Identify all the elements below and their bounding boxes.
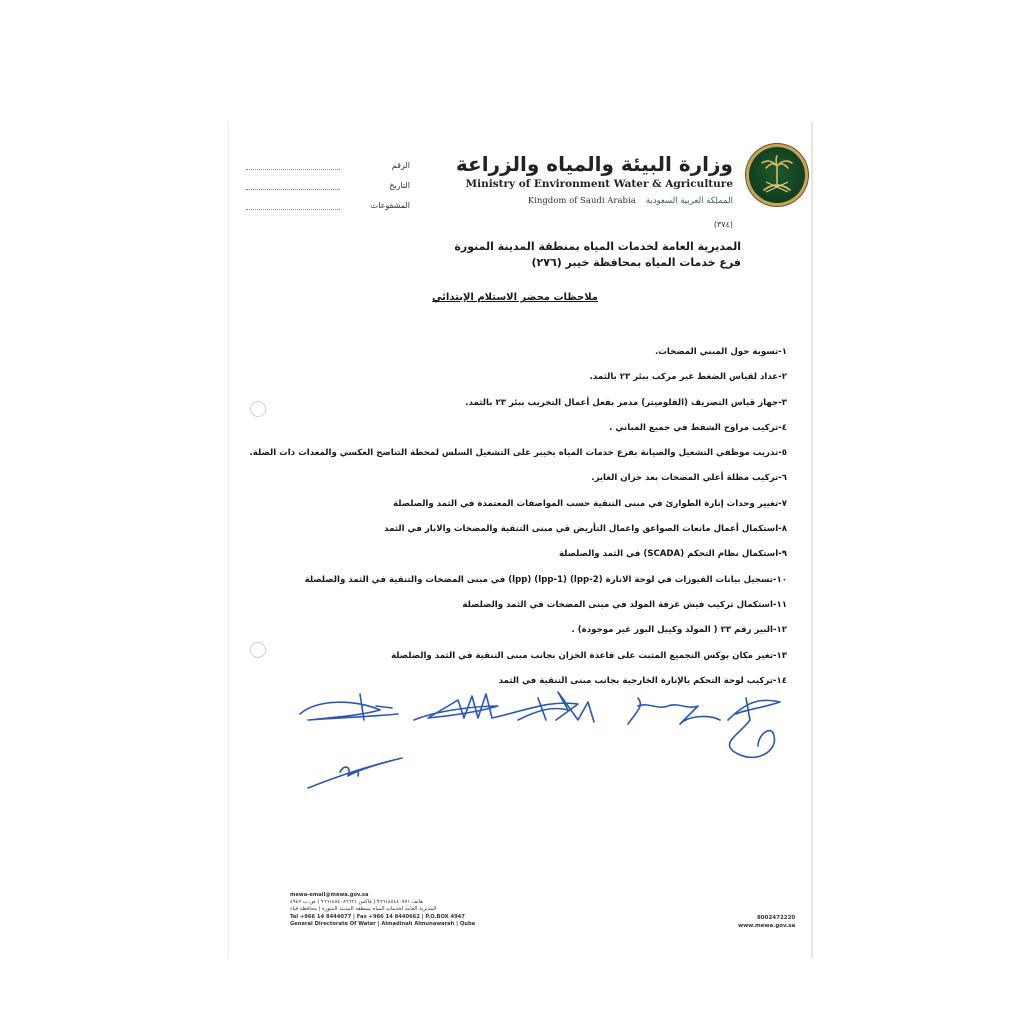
palm-swords-emblem-icon [746, 144, 808, 206]
kingdom-ar: المملكة العربية السعودية [645, 196, 733, 206]
page-edge [811, 122, 813, 958]
footer-tel-en: Tel +966 14 8444077 | Fax +966 14 8440662 | P.O.BOX 4947 [290, 913, 465, 920]
list-item: ٦-تركيب مظلة أعلي المضخات بعد خزان الغاير. [591, 473, 787, 484]
document-page [228, 122, 813, 958]
signature-4 [628, 698, 720, 724]
signature-3 [518, 692, 594, 722]
list-item: ١٣-تغير مكان بوكس التجميع المثبت على قاعدة الخزان بجانب مبنى التنقية في الثمد والصلصلة [391, 650, 787, 661]
footer-website: www.mewa.gov.sa [738, 922, 796, 929]
footer-phone-ar: هاتف ٩٦٦١٤٨٤٤٠٧٧١ | فاكس ٩٦٦١٤٨٤٠٨٦٦٢١ | ص.ب ٤٩٤٧ [290, 899, 423, 906]
meta-row-date [246, 174, 410, 190]
meta-fields [246, 154, 410, 214]
meta-row-number [246, 154, 410, 170]
footer-hotline [738, 915, 795, 930]
department-line-1: المديرية العامة لخدمات المياه بمنطقة المدينة المنورة [454, 240, 741, 253]
list-item: ١١-استكمال تركيب فيش غرفة المولد في مبنى المضخات في الثمد والصلصلة [462, 599, 787, 610]
ministry-logo-icon [746, 144, 808, 206]
list-item: ٧-تغيير وحدات إنارة الطوارئ في مبنى التنقية حسب المواصفات المعتمدة في الثمد والصلصلة [393, 498, 787, 509]
signature-1 [300, 694, 398, 720]
ministry-name-ar: وزارة البيئة والمياه والزراعة [455, 152, 733, 176]
list-item: ١٤-تركيب لوحة التحكم بالإنارة الخارجية بجانب مبنى التنقية في الثمد [498, 675, 787, 686]
remarks-list [247, 340, 787, 694]
signature-6 [308, 758, 402, 788]
number-label: الرقم [391, 161, 410, 170]
signature-2 [414, 694, 578, 720]
list-item: ٢-عداد لقياس الضغط غير مركب ببئر ٢٣ بالثمد. [589, 372, 787, 383]
page-crease [228, 122, 229, 958]
ministry-name-en: Ministry of Environment Water & Agriculture [465, 178, 733, 190]
date-line [246, 181, 340, 190]
list-item: ٥-تدريب موظفي التشغيل والصيانة بفرع خدمات المياه بخيبر على التشغيل السلس لمحطة التناضح العكسي والمعدات ذات الصلة. [249, 448, 787, 459]
footer-directorate-en: General Directorate Of Water | Almadinah Almunawarah | Quba [290, 920, 476, 927]
kingdom-en: Kingdom of Saudi Arabia [527, 196, 636, 206]
list-item: ١٠-تسجيل بيانات الفيوزات في لوحة الانارة (lpp-2) (lpp-1) (lpp) في مبنى المضخات والتنقية في الثمد والصلصلة [304, 574, 787, 585]
list-item: ١٢-البير رقم ٢٣ ( المولد وكيبل البور غير موجودة) . [571, 625, 787, 636]
list-item: ٤-تركيب مراوح الشفط في جميع المباني . [609, 422, 787, 433]
document-title: ملاحظات محضر الاستلام الإبتدائي [432, 292, 598, 303]
footer-phone-number: 8002472220 [756, 915, 796, 921]
date-label: التاريخ [389, 181, 410, 190]
attachments-line [246, 201, 340, 210]
list-item: ٩-استكمال نظام التحكم (SCADA) في الثمد والصلصلة [558, 549, 787, 560]
footer-address-ar: المديرية العامة لخدمات المياه بمنطقة المدينة المنورة | محافظة قباء [290, 906, 437, 913]
signatures-area [288, 680, 788, 800]
meta-row-attachments [246, 194, 410, 210]
department-line-2: فرع خدمات المياه بمحافظة خيبر (٢٧٦) [531, 256, 741, 269]
list-item: ٨-استكمال أعمال مانعات الصواعق واعمال التأريض في مبنى التنقية والمضخات والابار في الثمد [384, 524, 787, 535]
number-line [246, 161, 340, 170]
footer-email: mewa-email@mewa.gov.sa [290, 892, 369, 898]
reference-code: (٣٧٤) [713, 220, 733, 229]
footer-contact [290, 892, 475, 928]
list-item: ٣-جهاز قياس التصريف (الفلوميتر) مدمر بفعل أعمال التخريب ببئر ٢٣ بالثمد. [465, 397, 787, 408]
signature-5 [728, 698, 780, 757]
list-item: ١-تسوية حول المبني المضخات. [655, 347, 787, 357]
attachments-label: المشفوعات [370, 201, 410, 210]
kingdom-line [528, 196, 733, 206]
